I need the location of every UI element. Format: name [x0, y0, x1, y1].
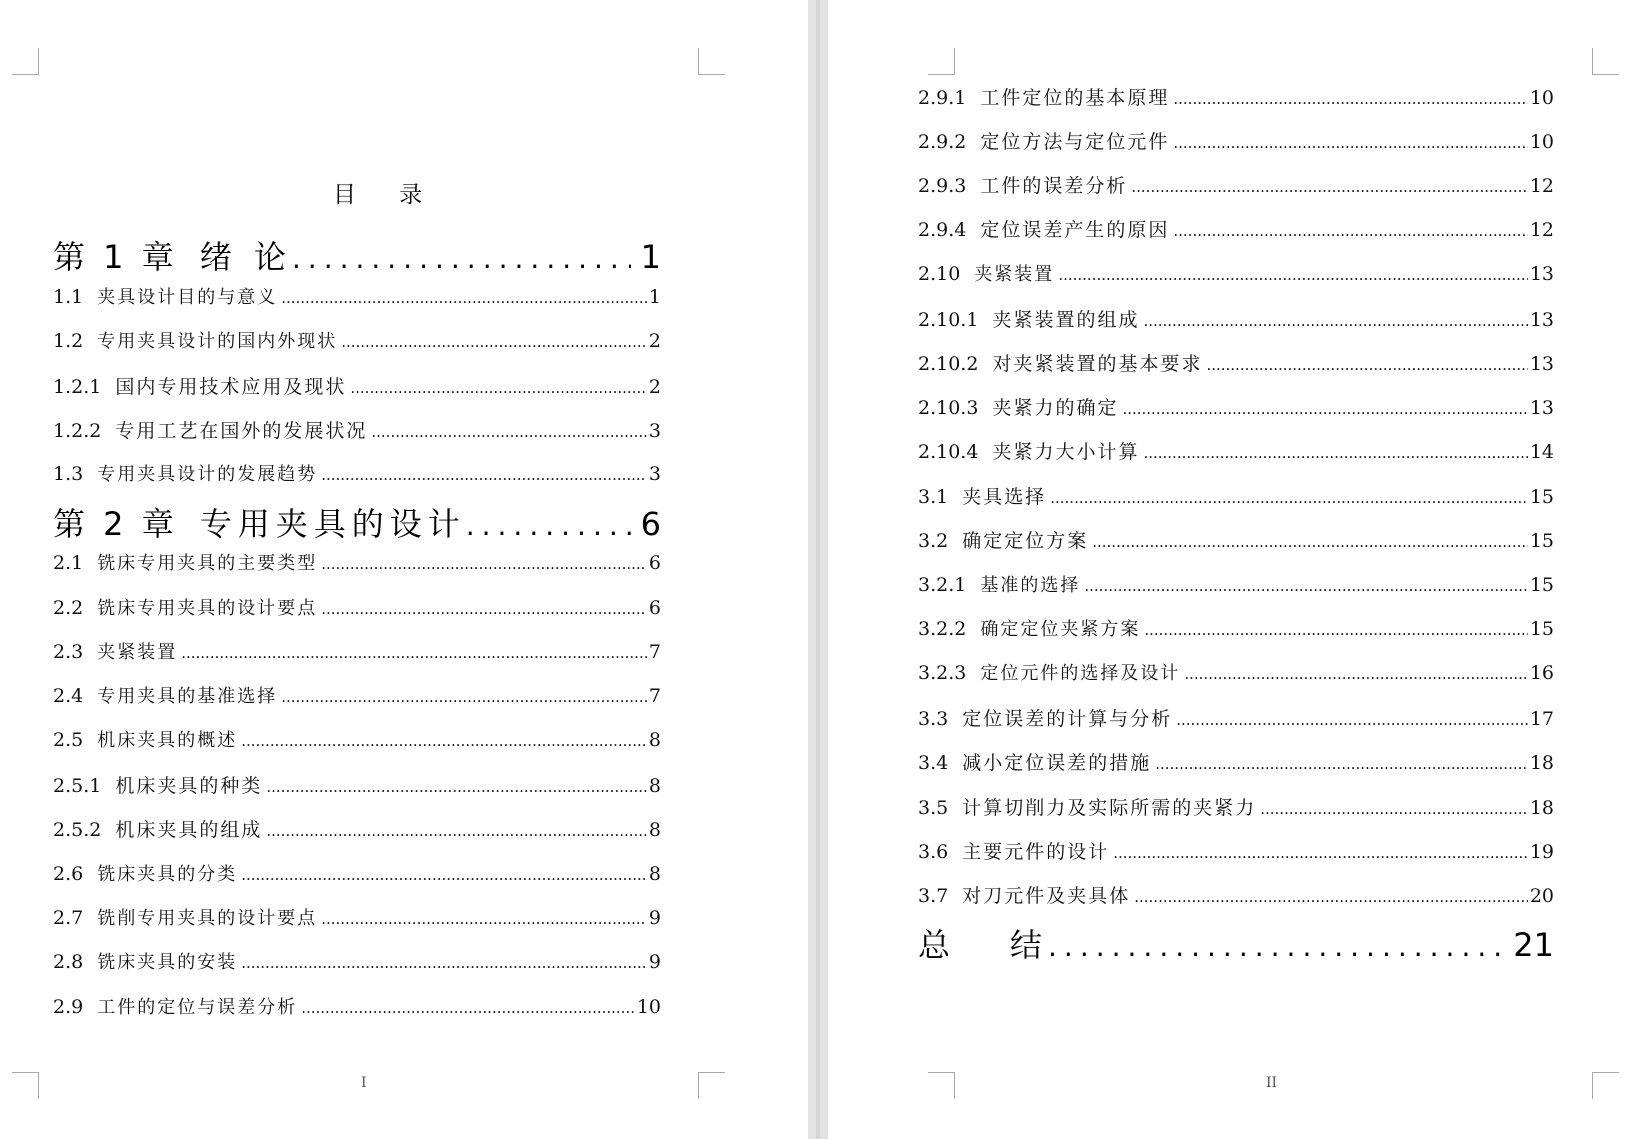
- toc-dot-leader: [266, 778, 647, 796]
- toc-dot-leader: [1173, 134, 1527, 152]
- toc-entry-number: 2.9.1: [918, 87, 967, 109]
- toc-entry-label: 夹紧装置的组成: [992, 309, 1140, 331]
- toc-entry-number: 2.9.3: [918, 175, 967, 197]
- toc-entry-page: 20: [1529, 885, 1554, 907]
- toc-entry[interactable]: [918, 881, 1554, 911]
- toc-dot-leader: [350, 379, 647, 397]
- toc-entry-page: 13: [1529, 397, 1554, 419]
- toc-entry[interactable]: [918, 704, 1554, 734]
- toc-dot-leader: [321, 910, 647, 928]
- toc-entry-label: 机床夹具的种类: [115, 775, 263, 797]
- toc-entry[interactable]: [918, 615, 1554, 645]
- toc-entry-label: 专用夹具设计的国内外现状: [97, 331, 338, 352]
- margin-corner-mark: [1592, 1072, 1619, 1099]
- toc-entry-page: 8: [648, 863, 661, 885]
- toc-entry-page: 15: [1529, 618, 1554, 640]
- toc-dot-leader: [321, 555, 647, 573]
- toc-entry-label: 工件定位的基本原理: [980, 87, 1170, 109]
- toc-entry-page: 8: [648, 775, 661, 797]
- toc-entry-number: 3.2.2: [918, 618, 967, 640]
- toc-entry-number: 2.5: [53, 729, 84, 751]
- toc-dot-leader: [466, 509, 631, 542]
- toc-entry-number: 2.5.2: [53, 819, 102, 841]
- toc-entry-label: 对刀元件及夹具体: [962, 885, 1131, 907]
- toc-entry-page: 8: [648, 729, 661, 751]
- toc-entry-label: 专用夹具的设计: [199, 505, 466, 543]
- toc-entry-label: 结: [1010, 926, 1049, 964]
- toc-entry-page: 7: [648, 641, 661, 663]
- toc-entry[interactable]: [918, 659, 1554, 689]
- page-number: I: [361, 1075, 367, 1091]
- toc-entry-number: 1.1: [53, 286, 84, 308]
- toc-dot-leader: [1122, 400, 1527, 418]
- toc-entry[interactable]: [53, 594, 661, 624]
- toc-entry[interactable]: [53, 948, 661, 978]
- page-gutter: [808, 0, 828, 1139]
- toc-entry-label: 主要元件的设计: [962, 841, 1110, 863]
- toc-entry[interactable]: [53, 549, 661, 579]
- toc-entry[interactable]: [53, 283, 661, 313]
- toc-entry[interactable]: [918, 571, 1554, 601]
- toc-entry-page: 12: [1529, 219, 1554, 241]
- toc-entry-label: 基准的选择: [980, 575, 1081, 596]
- toc-entry-page: 17: [1529, 708, 1554, 730]
- toc-dot-leader: [241, 732, 647, 750]
- toc-entry-number: 1.3: [53, 463, 84, 485]
- toc-entry[interactable]: [53, 815, 661, 845]
- margin-corner-mark: [12, 48, 39, 75]
- toc-entry-label: 机床夹具的组成: [115, 819, 263, 841]
- toc-dot-leader: [321, 600, 647, 618]
- toc-entry[interactable]: [918, 437, 1554, 467]
- toc-dot-leader: [1113, 844, 1528, 862]
- toc-entry-page: 18: [1529, 797, 1554, 819]
- toc-entry-number: 1.2: [53, 330, 84, 352]
- toc-entry-number: 3.1: [918, 486, 949, 508]
- toc-dot-leader: [371, 423, 647, 441]
- toc-entry-number: 2.9: [53, 996, 84, 1018]
- margin-corner-mark: [698, 1072, 725, 1099]
- toc-entry-label: 铣削专用夹具的设计要点: [97, 908, 318, 929]
- toc-dot-leader: [266, 822, 647, 840]
- toc-entry-label: 铣床专用夹具的主要类型: [97, 553, 318, 574]
- toc-entry-page: 6: [648, 552, 661, 574]
- toc-dot-leader: [281, 688, 647, 706]
- toc-entry[interactable]: [918, 748, 1554, 778]
- toc-entry-label: 定位元件的选择及设计: [980, 663, 1181, 684]
- toc-entry-number: 2.9.4: [918, 219, 967, 241]
- toc-entry-label: 夹紧力大小计算: [992, 441, 1140, 463]
- toc-entry-number: 2.3: [53, 641, 84, 663]
- toc-entry[interactable]: [53, 993, 661, 1023]
- toc-entry-number: 3.2: [918, 530, 949, 552]
- toc-dot-leader: [1184, 665, 1527, 683]
- toc-entry-label: 定位方法与定位元件: [980, 131, 1170, 153]
- toc-entry[interactable]: [918, 482, 1554, 512]
- toc-dot-leader: [181, 644, 647, 662]
- toc-entry-label: 定位误差产生的原因: [980, 219, 1170, 241]
- toc-entry[interactable]: [918, 526, 1554, 556]
- toc-entry[interactable]: [53, 771, 661, 801]
- toc-entry[interactable]: [53, 327, 661, 357]
- toc-entry-label: 专用工艺在国外的发展状况: [115, 420, 368, 442]
- toc-entry-number: 3.3: [918, 708, 949, 730]
- toc-entry-number: 3.2.1: [918, 574, 967, 596]
- toc-entry-page: 15: [1529, 574, 1554, 596]
- toc-dot-leader: [241, 866, 647, 884]
- toc-dot-leader: [1134, 888, 1528, 906]
- toc-entry-number: 2.10: [918, 263, 961, 285]
- margin-corner-mark: [928, 1072, 955, 1099]
- toc-dot-leader: [1176, 711, 1528, 729]
- toc-entry-page: 13: [1529, 263, 1554, 285]
- toc-entry[interactable]: [918, 393, 1554, 423]
- toc-entry-page: 8: [648, 819, 661, 841]
- toc-entry-number: 1.2.2: [53, 420, 102, 442]
- toc-entry-page: 18: [1529, 752, 1554, 774]
- toc-entry-label: 专用夹具的基准选择: [97, 686, 278, 707]
- toc-entry-number: 2.5.1: [53, 775, 102, 797]
- toc-entry-page: 10: [636, 996, 661, 1018]
- toc-entry[interactable]: [53, 904, 661, 934]
- toc-entry-page: 9: [648, 951, 661, 973]
- toc-entry-label: 夹紧装置: [97, 642, 178, 663]
- toc-entry-number: 3.2.3: [918, 662, 967, 684]
- toc-dot-leader: [341, 333, 647, 351]
- toc-dot-leader: [1131, 178, 1527, 196]
- toc-entry[interactable]: [53, 682, 661, 712]
- toc-entry-number: 2.7: [53, 907, 84, 929]
- toc-entry-label: 铣床专用夹具的设计要点: [97, 598, 318, 619]
- toc-dot-leader: [1206, 356, 1527, 374]
- toc-entry-label: 工件的定位与误差分析: [97, 997, 298, 1018]
- toc-entry-page: 3: [648, 463, 661, 485]
- margin-corner-mark: [928, 48, 955, 75]
- toc-entry-label: 确定定位方案: [962, 530, 1089, 552]
- toc-entry-page: 2: [648, 376, 661, 398]
- toc-chapter-entry[interactable]: [53, 499, 661, 543]
- toc-entry-page: 16: [1529, 662, 1554, 684]
- toc-dot-leader: [1084, 577, 1527, 595]
- toc-entry[interactable]: [918, 305, 1554, 335]
- page-number: II: [1266, 1075, 1278, 1091]
- toc-entry[interactable]: [918, 349, 1554, 379]
- toc-entry-page: 1: [648, 286, 661, 308]
- toc-entry-number: 第 1 章: [53, 238, 178, 276]
- toc-dot-leader: [301, 999, 635, 1017]
- toc-dot-leader: [281, 289, 647, 307]
- margin-corner-mark: [12, 1072, 39, 1099]
- toc-entry[interactable]: [918, 837, 1554, 867]
- toc-entry-number: 2.6: [53, 863, 84, 885]
- toc-entry[interactable]: [918, 260, 1554, 290]
- toc-dot-leader: [1260, 800, 1528, 818]
- toc-entry[interactable]: [918, 127, 1554, 157]
- toc-entry-page: 15: [1529, 486, 1554, 508]
- toc-entry-page: 13: [1529, 353, 1554, 375]
- toc-entry[interactable]: [53, 726, 661, 756]
- toc-entry-number: 2.2: [53, 597, 84, 619]
- toc-entry-label: 夹具设计目的与意义: [97, 287, 278, 308]
- toc-dot-leader: [1092, 533, 1528, 551]
- toc-entry-label: 对夹紧装置的基本要求: [992, 353, 1203, 375]
- toc-dot-leader: [1144, 621, 1527, 639]
- toc-entry-label: 铣床夹具的安装: [97, 952, 238, 973]
- toc-entry-page: 14: [1529, 441, 1554, 463]
- toc-entry[interactable]: [53, 460, 661, 490]
- toc-chapter-entry[interactable]: [918, 920, 1554, 964]
- toc-dot-leader: [1155, 755, 1528, 773]
- toc-entry-number: 2.10.3: [918, 397, 979, 419]
- document-page-right: [828, 0, 1652, 1139]
- toc-entry-page: 15: [1529, 530, 1554, 552]
- toc-entry-number: 3.4: [918, 752, 949, 774]
- toc-entry-label: 定位误差的计算与分析: [962, 708, 1173, 730]
- toc-entry-number: 1.2.1: [53, 376, 102, 398]
- toc-entry-number: 3.5: [918, 797, 949, 819]
- toc-entry-page: 6: [640, 505, 661, 543]
- toc-entry-label: 夹紧力的确定: [992, 397, 1119, 419]
- toc-entry[interactable]: [918, 793, 1554, 823]
- toc-entry-page: 13: [1529, 309, 1554, 331]
- toc-dot-leader: [1173, 222, 1527, 240]
- toc-dot-leader: [1050, 489, 1528, 507]
- toc-entry-number: 2.10.2: [918, 353, 979, 375]
- toc-entry[interactable]: [918, 171, 1554, 201]
- toc-entry-label: 铣床夹具的分类: [97, 864, 238, 885]
- toc-entry-number: 3.7: [918, 885, 949, 907]
- document-page-left: [0, 0, 808, 1139]
- toc-entry-page: 1: [640, 238, 661, 276]
- toc-dot-leader: [1143, 312, 1527, 330]
- toc-entry[interactable]: [918, 83, 1554, 113]
- toc-entry-page: 9: [648, 907, 661, 929]
- toc-entry-number: 2.9.2: [918, 131, 967, 153]
- toc-dot-leader: [1058, 266, 1528, 284]
- toc-entry[interactable]: [918, 215, 1554, 245]
- toc-entry-number: 2.10.4: [918, 441, 979, 463]
- toc-entry[interactable]: [53, 860, 661, 890]
- toc-dot-leader: [1173, 90, 1527, 108]
- toc-entry-number: 2.4: [53, 685, 84, 707]
- toc-entry-label: 机床夹具的概述: [97, 730, 238, 751]
- toc-entry-page: 19: [1529, 841, 1554, 863]
- toc-entry-label: 确定定位夹紧方案: [980, 619, 1141, 640]
- toc-entry-number: 2.10.1: [918, 309, 979, 331]
- toc-dot-leader: [241, 954, 647, 972]
- toc-entry-number: 3.6: [918, 841, 949, 863]
- toc-entry[interactable]: [53, 638, 661, 668]
- toc-dot-leader: [292, 242, 631, 275]
- margin-corner-mark: [698, 48, 725, 75]
- toc-entry-page: 10: [1529, 87, 1554, 109]
- toc-entry-label: 国内专用技术应用及现状: [115, 376, 347, 398]
- toc-entry[interactable]: [53, 372, 661, 402]
- toc-entry-page: 2: [648, 330, 661, 352]
- toc-chapter-entry[interactable]: [53, 232, 661, 276]
- toc-dot-leader: [1143, 444, 1527, 462]
- toc-dot-leader: [1048, 930, 1503, 963]
- toc-entry-label: 夹具选择: [962, 486, 1047, 508]
- toc-entry-page: 21: [1513, 926, 1554, 964]
- toc-entry-label: 夹紧装置: [974, 264, 1055, 285]
- toc-entry-label: 专用夹具设计的发展趋势: [97, 464, 318, 485]
- toc-entry-label: 绪 论: [199, 238, 292, 276]
- toc-entry-page: 7: [648, 685, 661, 707]
- toc-entry-number: 2.8: [53, 951, 84, 973]
- toc-entry[interactable]: [53, 416, 661, 446]
- toc-entry-number: 2.1: [53, 552, 84, 574]
- toc-entry-label: 工件的误差分析: [980, 175, 1128, 197]
- toc-entry-page: 6: [648, 597, 661, 619]
- toc-entry-number: 第 2 章: [53, 505, 178, 543]
- toc-entry-label: 减小定位误差的措施: [962, 752, 1152, 774]
- toc-entry-label: 计算切削力及实际所需的夹紧力: [962, 797, 1257, 819]
- toc-dot-leader: [321, 466, 647, 484]
- toc-entry-page: 10: [1529, 131, 1554, 153]
- toc-entry-page: 12: [1529, 175, 1554, 197]
- toc-title: 目 录: [333, 182, 441, 208]
- margin-corner-mark: [1592, 48, 1619, 75]
- toc-entry-page: 3: [648, 420, 661, 442]
- toc-entry-number: 总: [918, 926, 955, 964]
